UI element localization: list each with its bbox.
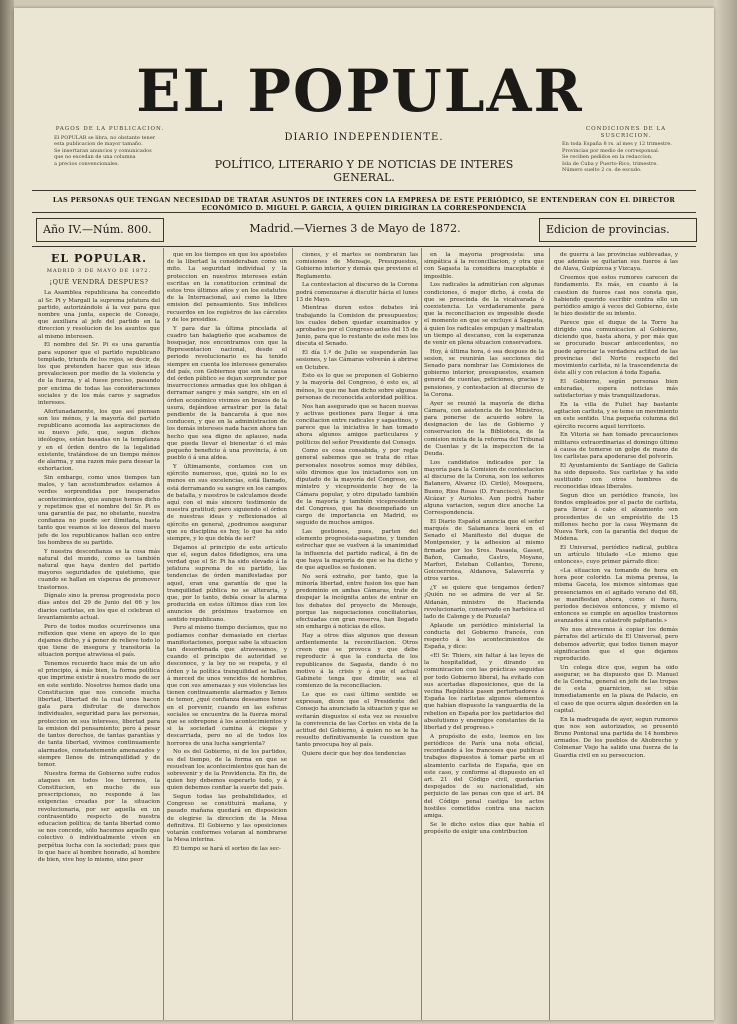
- right-corner-line: Se reciben pedidos en la redaccion.: [562, 154, 653, 160]
- subtitle: DIARIO INDEPENDIENTE.: [284, 132, 444, 143]
- divider: [32, 190, 696, 191]
- paragraph: Quiere decir que hoy dos tendencias: [302, 751, 406, 758]
- paragraph: Afortunadamente, los que así piensan son los ménos, y la mayoría del partido republicano acomoda las aspiraciones de su nuevo jefe, que, segun dichos ideólogos, están basadas en la templanza y en el órden dentro de la legalidad existente, tratándose de un tiempo ménos de alarma, y una razon más para desear la exhortacion.: [38, 408, 160, 473]
- paragraph: La Asamblea republicana ha concedido al Sr. Pi y Margall la suprema jefatura del partido, autorizándole á la vez para que nombre una junta, especie de Consejo, que auxiliara al jefe del partido en la direccion y resolucion de los asuntos que al mismo interesen.: [38, 290, 160, 340]
- paragraph: «La situacion va tomando de hora en hora peor colorido. La misma prensa, la misma Gaceta, los mismos síntomas que presenciamos en el agitado verano del 68, se manifiestan ahora, como si fuera, periodos decisivos entonces, y mismo el entonces se cumple en aquellos trastornos avanzados á una catástrofe palpitante.»: [554, 568, 678, 625]
- left-corner-heading: PAGOS DE LA PUBLICACION.: [55, 126, 165, 132]
- right-corner-line: En toda España 8 rs. al mes y 12 trimestre.: [562, 141, 672, 147]
- notice-banner: LAS PERSONAS QUE TENGAN NECESIDAD DE TRATAR ASUNTOS DE INTERES CON LA EMPRESA DE ESTE PERIÓDICO, SE ENTENDERAN CON EL DIRECTOR ECONÓMICO D. MIGUEL P. GARCIA, A QUIEN DIRIGIRAN LA CORRESPONDENCIA: [52, 196, 676, 212]
- column-title: EL POPULAR.: [51, 252, 147, 265]
- left-corner-line: El POPULAR se libra, no obstante tener: [54, 134, 156, 141]
- paragraph: en la mayoría progresista: una simpática á la reconciliacion, y otra que con Sagasta la considera inaceptable é imposible.: [424, 252, 544, 280]
- right-corner-line: Isla de Cuba y Puerto-Rico, trimestre.: [562, 160, 658, 167]
- divider: [32, 212, 696, 213]
- paragraph: Y para dar la última pincelada al cuadro tan halagüeño que acabamos de bosquejar, nos encontramos con que la Representacion nacional, desde el periodo revolucionario es ha tenido siempre en cuenta los intereses generales del país, con Gobiernos que son la causa del órden público se dejan sorprender por insurrecciones armadas que los obligan á derramar sangre y más sangre, sin en el órden económico vivimos en brazos de la usura, dejándose arrastrar por la fatal pendiente de la bancarota á que nos conducen, y que en la administracion de los demás intereses nada hacen ahora tan hecho que sea digno de aplauso, nada que pueda llevar el bienestar ó el más pequeño beneficio á una provincia, á un pueblo ó á una aldea.: [167, 325, 287, 462]
- paragraph: Nos han asegurado que se hacen nuevas y activas gestiones para llegar á una conciliacion entre radicales y sagastinos, y parece que la iniciativa le han tomado ahora algunos amigos particulares y políticos del señor Presidente del Consejo.: [296, 403, 418, 446]
- paragraph: que en los tiempos en que los apóstoles de la libertad la consideraban como un mito. La seguridad individual y la proteccion en nuestros intereses están escritas en la constitucion criminal de estos tres últimos años y en los estatutos de la Internacional, así como la libre emision del pensamiento. Sus infelices recuerdos en los registros de las cárceles y de los presidios.: [167, 252, 287, 323]
- column-5: [554, 252, 678, 1020]
- column-2: [167, 252, 287, 1020]
- left-corner-line: esta publicacion de mayor tamaño.: [54, 141, 143, 147]
- paragraph: Parece que el duque de la Torre ha dirigido una comunicacion al Gobierno, diciendo que, hasta ahora, y por más que se procurado buscar antecedentes, no puede apreciar la verdadera actitud de las provincias del Norte respecto del movimiento carlista, ni la trascendencia de éste allí y con relacion á toda España.: [554, 319, 678, 377]
- paragraph: Un colega dice que, segun ha oido asegurar, se ha dispuesto que D. Manuel de la Concha, general en jefe de las tropas de esta guarnicion, se sitúe inmediatamente en la plaza de Palacio, en el caso de que ocurra algun desórden en la capital.: [554, 664, 678, 714]
- paragraph: El Ayuntamiento de Santiago de Galicia ha sido depuesto. Sus carlistas y ha sido sustituido con otros hombres de reconocidas ideas liberales.: [554, 462, 678, 491]
- paragraph: Pero al mismo tiempo decíamos, que no podíamos confiar demasiado en ciertas manifestaciones, porque sabe la situacion tan desordenada que atravesamos, y cuando el principio de autoridad se desconoce, y la ley no se respeta, y el órden y la política tranquilidad se hallan á merced de unos vencidos de hombres, que con sus amenazas y sus violencias les tienen continuamente alarmados y llenos de temor, ¿qué confianza deseamos tener en el porvenir, cuando en las esferas sociales se encuentra de la fuerza moral que se sobrepone á los acontecimientos y si la sociedad camina á ciegas y descarriada, pero no al de todos los horrores de una lucha sangrienta?: [167, 625, 287, 747]
- paragraph: El Gobierno, según personas bien enteradas, espera noticias más satisfactorias y más tranquilizadoras.: [554, 378, 678, 400]
- paragraph: Dígnalo sino la prensa progresista poco días antes del 29 de Junio del 66 y los diarios carlistas, en los que el celebran el levantamiento actual.: [38, 593, 160, 621]
- right-corner-line: Número suelto 2 cs. de escudo.: [562, 167, 642, 173]
- paragraph: El Universal, periódico radical, publica un artículo titulado «Lo mismo que entonces», cuyo primer párrafo dice:: [554, 544, 678, 566]
- column-rule: [549, 248, 550, 1020]
- paragraph: No nos atrevemos á copiar los demás párrafos del artículo de El Universal, pero debemos advertir, que todos tienen mayor significacion que el que dejamos reproducido.: [554, 627, 678, 662]
- paragraph: Segun dice un periódico francés, los fondos empleados por el pacto de carlista, para llevar á cabo el alzamiento son procedentes de un empréstito de 15 millones hecho por la casa Weymann de Nueva York, con la garantía del duque de Módena.: [554, 493, 678, 543]
- paragraph: En Vitoria se han tomado precauciones militares extraordinarias el domingo último á causa de temerse un golpe de mano de los carlistas para apoderarse del polvorín.: [554, 432, 678, 460]
- masthead-title: EL POPULAR: [136, 57, 584, 125]
- paragraph: El día 1.º de Julio se suspenderán las sesiones, y las Cámaras volverán á abrirse en Octubre.: [296, 350, 418, 371]
- stacked-page-edges: [714, 0, 737, 1024]
- paragraph: de guerra á las provincias sublevadas, y que además se quitarían sus fueros á las de Alava, Guipúzcoa y Vizcaya.: [554, 252, 678, 273]
- paragraph: En la villa de Fuliet hay bastante agitacion carlista, y se teme un movimiento en este sentido. Una pequeña columna del ejército recorre aquel territorio.: [554, 402, 678, 430]
- book-spine: [0, 0, 14, 1024]
- paragraph: Sin embargo, como unos tiempos tan malos, y tan acostumbrados estamos á verdes sorprendidas por inesperados acontecimientos, que aunque hemos dicho y repetimos que el nombre del Sr. Pi es una garantía de paz, no obstante, nuestra confianza no puede ser ilimitada, basta tanto que veamos si los deseos del nuevo jefe de los republicanos hallan eco entre los hombres de su partido.: [38, 474, 160, 546]
- paragraph: Los radicales la admitirían con algunas condiciones, ó mejor dicho, á costa de que se prescinda de la vicalvarada ó coexistencia. Lo verdaderamente para que la reconciliacion es imposible desde el momento en que se excluye á Sagasta, á quien los radicales empujan y maltratan un tiempo al descanso, con la esperanza de venir en plena situacion conservadora.: [424, 282, 544, 346]
- paragraph: Y nuestra desconfianza es la cosa más natural del mundo, como es también natural que haya dentro del partido mayores seguridades de quietismo, que cuando se hallan en vísperas de promover trastornos.: [38, 548, 160, 591]
- right-corner-heading: CONDICIONES DE LA SUSCRICION.: [585, 126, 667, 139]
- paragraph: Hoy, á última hora, ó sea despues de la sesion, se reunirán las secciones del Senado para nombrar las Comisiones de gobierno interior, presupuestos, examen general de cuentas, peticiones, gracias y pensiones, y contestacion al discurso de la Corona.: [424, 348, 544, 398]
- paragraph: Se le dicho estos días que había el propósito de exigir una contribucion: [424, 821, 544, 835]
- paragraph: Lo que es casi último sentido se expresan, dicen que el Presidente del Consejo ha anunciado la situacion y que se evitarán disgustos si esta vez se resuelve la convivencia de las Cortes en vista de la actitud del Gobierno, á quien no se le ha resuelto definitivamente la cuestion que tanto preocupa hoy al país.: [296, 691, 418, 749]
- issue-date: Madrid.—Viernes 3 de Mayo de 1872.: [249, 222, 461, 235]
- article-heading: ¡QUÉ VENDRÁ DESPUES?: [49, 278, 149, 287]
- paragraph: Mientras duren estos debates irá trabajando la Comision de presupuestos; los cuales deben quedar examinados y aprobados por el Congreso antes del 15 de Junio, para que lo restante de este mes los discuta el Senado.: [296, 305, 418, 348]
- paragraph: Dejamos al principio de este artículo que el, segun datos fidedignos, era una verdad que el Sr. Pi ha sido elevado á la jefatura suprema de su partido, las tendencias de órden manifestadas por aquel, eran una garantía de que la tranquilidad pública no se alteraria, y que, por lo tanto, debía cesar la alarma producida en estos últimos días con los anuncios de próximos trastornos en sentido republicano.: [167, 544, 287, 623]
- column-rule: [421, 248, 422, 1020]
- paragraph: La contestacion al discurso de la Corona podrá comenzarse á discutir hácia el lunes 13 de Mayo.: [296, 282, 418, 303]
- left-corner-line: Se insertaran anuncios y comunicados: [54, 147, 152, 154]
- paragraph: El nombre del Sr. Pi es una garantía para suponer que el partido republicano templado, triunfa de los rojos, se decir, de los que pretenden hacer que sus ideas prevaleciesen por medio de la violencia y de la fuerza, y al fuese preciso, pasando por encima de todas las consideraciones sociales y de los más caros y sagrados intereses.: [38, 342, 160, 406]
- right-corner-line: Provincias por medio de corresponsal.: [562, 147, 660, 154]
- left-corner-line: que no excedan de una columna: [54, 154, 136, 160]
- paragraph: No será extraño, por tanto, que la minoría libertad, entre fusion los que han predominio en ambas Cámaras, trate de despejar la incógnita antes de entrar en los debates del proyecto de Mensaje, porque las negociaciones conciliatorias, efectuadas con gran reserva, han llegado sin embargo á noticias de ellos.: [296, 573, 418, 631]
- newspaper-page: [14, 8, 714, 1020]
- paragraph: ciones, y el martes se nombrarán las comisiones de Mensaje, Presupuestos, Gobierno interior y demás que previene el Reglamento.: [296, 252, 418, 280]
- divider: [32, 246, 696, 247]
- paragraph: Nuestra forma de Gobierno sufre rudos ataques en todos los terrenos, la Constitucion, en mucho de sus prescripciones, no responde á las exigencias creadas por la situacion revolucionaria, por ser aquella en un contrasentido respecto de nuestra educacion política; de tanta libertad como se nos concede, sólo hacemos aquello que colectivo ó individualmente viven en perpétua lucha con la sociedad; pues que lo que hace al hombre honrado, al hombre de bien, vive hoy lo mismo, sino peor: [38, 770, 160, 864]
- left-corner-box: [54, 126, 166, 167]
- paragraph: No es del Gobierno, ni de los partidos, es del tiempo, de la forma en que se resuelvan los acontecimientos que han de sobrevenir y de la Providencia. En fin, de quien hoy debemos esperarlo todo, y á quien debemos confiar la suerte del país.: [167, 749, 287, 792]
- paragraph: Y últimamente, contamos con un ejército numeroso, que, quizá no lo es menos en sus excelencias, está llamado, está derramando su sangre en los campos de batalla, y nuestros le calculamos desde aquí con el más sincero testimonio de nuestra gratitud; pero siguiendo el órden de nuestras ideas y reflexionados al ejército en general, ¿podremos asegurar que su disciplina es hoy, lo que ha sido siempre, y lo que debía de ser?: [167, 463, 287, 542]
- issue-number: Año IV.—Núm. 800.: [36, 218, 164, 242]
- paragraph: Los candidatos indicados por la mayoría para la Comision de contestacion al discurso de la Corona, son los señores Batanero, Alvarez (D. Cirilo), Mosquera, Bueno, Rios Rosas (D. Francisco), Fuente Alcázar y Aurioles. Aun podrá haber alguna variacion, segun dice anoche La Correspondencia.: [424, 459, 544, 517]
- paragraph: Segun todas las probabilidades, el Congreso se constituirá mañana, y pasado mañana quedará en disposicion de elegirse la direccion de la Mesa definitiva. El Gobierno y las oposiciones votarán conformes votaran al nombrarse la Mesa interina.: [167, 794, 287, 844]
- column-rule: [292, 248, 293, 1020]
- paragraph: Pero de todos modos ocurrírsenos una reflexion que viene en apoyo de lo que dejamos dicho, y á poner de relieve todo lo que tiene de insegura y transitoria la situacion porque atraviesa el país.: [38, 623, 160, 659]
- column-1: [38, 252, 160, 1020]
- paragraph: Aplaude un periódico ministerial la conducta del Gobierno francés, con respecto á los acontecimientos de España, y dice:: [424, 622, 544, 651]
- column-3: [296, 252, 418, 1020]
- paragraph: A propósito de esto, leemos en los periódicos de París una nota oficial, recordando á los franceses que publican trabajos dispuestos á tomar parte en el alzamiento carlista de España, que en este caso, y conforme al dispuesto en el art. 21 del Código civil, quedarían despojados de su nacionalidad, sin perjuicio de las penas con que el art. 84 del Código penal castiga los actos hostiles cometidos contra una nacion amiga.: [424, 733, 544, 819]
- paragraph: Ayer se reunió la mayoría de dicha Cámara, con asistencia de los Ministros, para ponerse de acuerdo sobre la designacion de las de Gobierno y conservacion de la Biblioteca, de la comision mixta de la reforma del Tribunal de Cuentas y de la inspeccion de la Deuda.: [424, 400, 544, 457]
- paragraph: El Diario Español anuncia que el señor marqués de Salamanca leerá en el Senado el Manifiesto del duque de Montpensier, y la adhesion al mismo firmada por los Sres. Pasaela, Gasset, Bañon, Camaño, Castro, Moyano, Marfori, Esteban Collantes, Toreno, Goicoerrotea, Aldanova, Salaverría y otros varios.: [424, 518, 544, 583]
- paragraph: ¿Y se quiere que tengamos órden? ¡Quién no se admira de ver al Sr. Aldanán, ministro de Hacienda revolucionario, conservado en harbóica el lado de Calonge y de Pozuela?: [424, 585, 544, 620]
- edition-label: Edicion de provincias.: [539, 218, 697, 242]
- paragraph: Las gestiones, pues, parten del elemento progresista-sagastino, y tienden estrechar que se vuelven á la unanimidad la influencia del partido radical, á fin de que haya la mayoría de que se ha dicho y de que aquellos se fusionen.: [296, 529, 418, 572]
- column-date: MADRID 3 DE MAYO DE 1872.: [46, 268, 152, 274]
- paragraph: «El Sr. Thiers, sin faltar á las leyes de la hospitalidad, y dirando su comunicacion con las prácticas seguidas por todo Gobierno liberal, ha evitado con sus acertadas disposiciones, que de la vecina República pasen perturbadores á España los carlistas algunos elementos que habían dispuesto la vanguardia de la rebelion en España por los partidarios del absolutismo y enemigos constantes de la libertad y del progreso.»: [424, 652, 544, 731]
- paragraph: Esto es lo que se proponen el Gobierno y la mayoría del Congreso, ó esto es, al ménos, lo que me han dicho sobre algunas personas de reconocida autoridad política.: [296, 373, 418, 401]
- paragraph: Como es cosa consabida, y por regla general sabemos que se trata de citas personales nosotros somos muy débiles, sólo diremos que los iniciadores son un diputado de la mayoría del Congreso, ex-ministro y vicepresidente hoy de la Cámara popular, y otro diputado también de la mayoría y también vicepresidente del Congreso, que ha desempeñado un cargo de importancia en Madrid, es seguido de muchos amigos.: [296, 448, 418, 527]
- left-corner-line: a precios convencionales.: [54, 160, 120, 167]
- paragraph: Hay a otros días algunos que desean ardientemente la reconciliacion. Otros creen que se provoca y que debe reproducir á que la conducta de los republicanos de Sagasta, dando ó no motivo á la crisis y á que el actual Gabinete tenga que dimitir, sea el comienzo de la reconciliacion.: [296, 632, 418, 690]
- paragraph: Creemos que estos rumores carecen de fundamento. Es más, en cuanto á la cuestion de fueros casi nos consta que, habiendo querido escribir contra ello un periódico amigo á veces del Gobierno, éste le hizo desistir de su intento.: [554, 275, 678, 318]
- right-corner-box: [562, 126, 690, 174]
- subtitle-secondary: POLÍTICO, LITERARIO Y DE NOTICIAS DE INTERES GENERAL.: [214, 158, 514, 184]
- paragraph: En la madrugada de ayer, segun rumores que nos son autorizados, se presentó Bruno Pontonal una partida de 14 hombres armados. De los pueblos de Ahobreche y Colmenar Viejo ha salido una fuerza de la Guardia civil en su persecucion.: [554, 716, 678, 759]
- column-rule: [163, 248, 164, 1020]
- paragraph: Tenemos recuerdo hace más de un año el principio, á más bien, la forma política que imprime existir á nuestro modo de ser en este sentido. Nosotros hemos dado una Constitucion que nos concede mucha libertad, libertad de la cual unos hacen gala para disfrutar de derechos individuales, seguridad para las personas, proteccion en sus intereses, libertad para la emision del pensamiento; pero á pesar de tantos derechos, de tantas garantías y de tanta libertad, vivimos continuamente alarmados, constantemente amenazados y siempre llenos de intranquilidad y de temor.: [38, 661, 160, 768]
- paragraph: El tiempo se hará el sorteo de las sec-: [173, 845, 281, 852]
- column-4: [424, 252, 544, 1020]
